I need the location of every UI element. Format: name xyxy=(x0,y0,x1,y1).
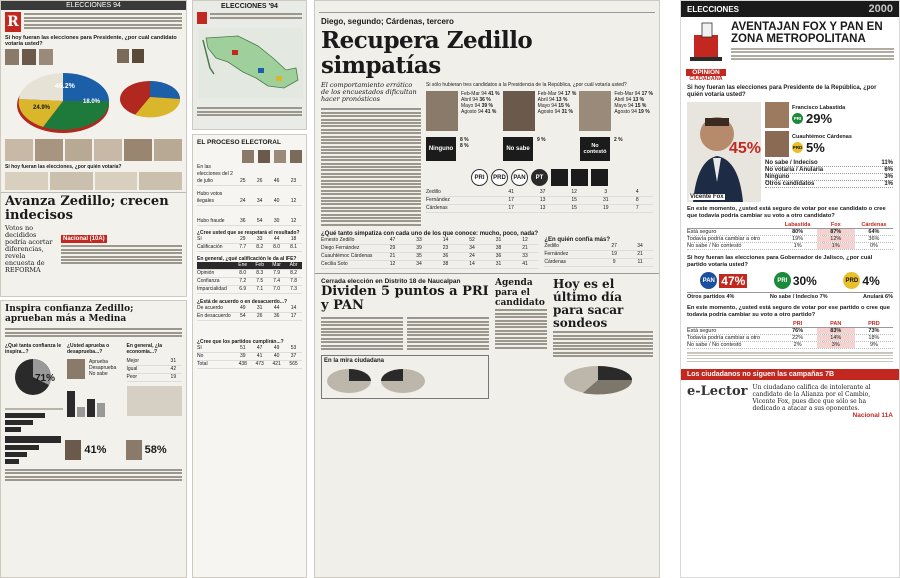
fox-name: Vicente Fox xyxy=(690,194,724,200)
question-1: Si hoy fueran las elecciones para Presidente de la República, ¿por quién votaría usted? xyxy=(687,85,877,98)
cardenas-name: Cuauhtémoc Cárdenas xyxy=(792,133,852,140)
big-percent: 71% xyxy=(35,372,56,384)
question-2: En este momento, ¿usted está seguro de votar por ese candidato o cree que todavía podría cambiar su voto a otro candidato? xyxy=(687,206,886,219)
pie-label-3: 24.9% xyxy=(33,105,51,111)
lector-text: Un ciudadano califica de intolerante al candidato de la Alianza por el Cambio, Vicente Fox, pues dice que sólo se ha dedicado a atacar a sus oponentes. xyxy=(752,383,871,412)
pie-label-1: 46.2% xyxy=(55,83,75,90)
box-ninguno: Ninguno xyxy=(426,137,456,161)
clipping-opinion-ciudadana: ELECCIONES 2000 OPINIÓN CIUDADANA AVENTAJAN FOX Y PAN EN ZONA METROPOLITANA Si hoy fueran las elecciones para Presidente de la República, ¿por quién votaría usted? 45% Vicente Fox Francisco Labastida PRI 29% Cuauhtémoc Cárdenas PRD 5% No sabe / Indeciso 11% No votaría / Anularía 6% Ninguno 3% Otros candidatos 1% En este momento, ¿usted está seguro de votar por ese candidato o cree que todavía podría cambiar su voto a otro candidato? Labastida Fox Cárdenas Está seguro 80% 87% 64% Todavía podría cambiar a otro 19% 12% 36% No sabe / No contestó 1% 1% 0% Si hoy fueran las elecciones para Gobernador de Jalisco, ¿por cuál partido votaría usted? PAN 47% PRI 30% PRD 4% Otros partidos 4% No sabe / Indeciso 7% Anulará 6% En este momento, ¿usted está seguro de votar por ese partido o cree que todavía podría cambiar su voto a otro partido? PRI PAN PRD Está seguro 76% 83% 73% Todavía podría cambiar a otro 22% 14% 18% No sabe / No contestó 2% 3% 9% Los ciudadanos no siguen las campañas 7B e-Lector Un ciudadano califica de intolerante al candidato de la Alianza por el Cambio, Vicente Fox, pues dice que sólo se ha dedicado a atacar a sus oponentes. Nacional 11A xyxy=(680,0,900,578)
sub-headline: Cerrada elección en Distrito 18 de Naucalpan xyxy=(321,278,461,286)
party-results xyxy=(687,272,893,289)
question-4: En este momento, ¿usted está seguro de votar por ese partido o cree que todavía podría cambiar su voto a otro partido? xyxy=(687,305,890,318)
fox-percent: 45% xyxy=(728,140,761,157)
question-confia: ¿En quién confía más? xyxy=(544,237,611,244)
headline: Recupera Zedillo simpatías xyxy=(321,27,533,79)
pie-label-2: 18.0% xyxy=(83,99,101,105)
banner: Los ciudadanos no siguen las campañas 7B xyxy=(681,369,899,380)
headline-4: Hoy es el último día para sacar sondeos xyxy=(553,277,624,331)
footer-tag: Nacional 11A xyxy=(852,411,893,419)
ballot-box-icon xyxy=(686,21,726,65)
title: EL PROCESO ELECTORAL xyxy=(197,139,281,146)
section-year: 2000 xyxy=(868,3,893,15)
pie-naucalpan-1 xyxy=(324,366,374,396)
section-tag: Nacional (10A) xyxy=(63,236,105,242)
pie-graphic xyxy=(5,49,182,137)
labastida-percent: 29% xyxy=(806,110,833,126)
other-row: Ninguno 3% xyxy=(765,174,893,180)
kicker: Diego, segundo; Cárdenas, tercero xyxy=(321,17,454,26)
headline: AVENTAJAN FOX Y PAN EN ZONA METROPOLITANA xyxy=(731,21,883,45)
percent-a: 41% xyxy=(84,443,107,456)
dropcap: R xyxy=(5,12,21,32)
table-certainty-party: PRI PAN PRD Está seguro 76% 83% 73% Todavía podría cambiar a otro 22% 14% 18% No sabe / No contestó 2% 3% 9% xyxy=(687,321,893,349)
masthead: ELECCIONES 94 xyxy=(1,1,186,10)
masthead: ELECCIONES '94 xyxy=(221,3,278,10)
badge-top: OPINIÓN xyxy=(686,69,726,76)
clipping-proceso-electoral: EL PROCESO ELECTORAL En las elecciones del 2 de julio 25 26 46 23 Hubo votos ilegales 24 34 40 12 Hubo fraude 36 54 30 12 ¿Cree usted que se respetará el resultado? Sí 29 33 44 18 Calificación 7.7 8.2 8.0 8.1 En general, ¿qué calificación le da al IFE? Ene Feb Mar Abr Opinión 8.0 8.3 7.9 8.2 Confianza 7.2 7.5 7.4 7.8 Imparcialidad 6.9 7.1 7.0 7.3 ¿Está de acuerdo o en desacuerdo...? De acuerdo 49 31 44 14 En desacuerdo 54 26 36 17 ¿Cree que los partidos cumplirán...? Sí 51 47 49 53 No 39 41 40 37 Total 438 473 421 565 xyxy=(192,134,307,578)
section-label: ELECCIONES xyxy=(687,4,740,14)
pan-percent: 47% xyxy=(721,273,746,288)
cardenas-percent: 5% xyxy=(806,139,825,155)
headline: Inspira confianza Zedillo; aprueban más a Medina xyxy=(5,304,134,324)
prd-logo-icon: PRD xyxy=(843,272,860,289)
pan-logo-icon: PAN xyxy=(700,272,717,289)
table-certainty-candidate: Labastida Fox Cárdenas Está seguro 80% 87% 64% Todavía podría cambiar a otro 19% 12% 36% No sabe / No contestó 1% 1% 0% xyxy=(687,222,893,250)
pri-percent: 30% xyxy=(792,273,817,288)
headline-2: Dividen 5 puntos a PRI y PAN xyxy=(321,284,489,314)
clipping-map xyxy=(192,0,307,130)
kicker: Votos no decididos podría acortar diferencias, revela encuesta de REFORMA xyxy=(5,224,53,274)
question-simpatia: ¿Qué tanto simpatiza con cada uno de los que conoce: mucho, poco, nada? xyxy=(321,231,539,238)
prd-percent: 4% xyxy=(862,273,880,288)
clipping-inspira-confianza: Inspira confianza Zedillo; aprueban más a Medina ¿Qué tanta confianza le inspira...? 71% ¿Usted aprueba o desaprueba...? Aprueba Desaprueba No sabe En general, ¿la economía...? Mejor 31 Igual 42 Peor 19 41% 58% xyxy=(0,300,187,578)
poll-question: Si hoy fueran las elecciones para Presidente, ¿por cuál candidato votaría usted? xyxy=(5,35,177,47)
clipping-recupera-zedillo: Diego, segundo; Cárdenas, tercero Recupera Zedillo simpatías El comportamiento errático de los encuestados dificultan hacer pronósticos Si sólo hubieran tres candidatos a la Presidencia de la República, ¿por cuál votaría usted? Feb-Mar 94 41 % Abril 94 36 % Mayo 94 39 % Agosto 94 41 % Feb-Mar 94 17 % Abril 94 13 % Mayo 94 15 % Agosto 94 31 % Feb-Mar 94 17 % Abril 94 13 % Mayo 94 15 % Agosto 94 19 % Ninguno 8 % 8 % No sabe 9 % No contestó 2 % PRI PRD PAN PT Zedillo 41 37 12 3 4 Fernández 17 13 15 31 8 Cárdenas 17 13 15 19 7 ¿Qué tanto simpatiza con cada uno de los que conoce: mucho, poco, nada? Ernesto Zedillo 47 33 14 52 31 12 Diego Fernández 29 39 23 34 38 21 Cuauhtémoc Cárdenas 21 35 36 24 36 33 Cecilia Soto 12 34 38 14 31 41 ¿En quién confía más? Zedillo 27 34 Fernández 19 21 Cárdenas 9 11 Cerrada elección en Distrito 18 de Naucalpan Dividen 5 puntos a PRI y PAN En la mira ciudadana Agenda para el candidato Hoy es el último día para sacar sondeos xyxy=(314,0,660,578)
headline: Avanza Zedillo; crecen indecisos xyxy=(1,192,186,225)
legend-box: En la mira ciudadana xyxy=(324,358,385,365)
headline-3: Agenda para el candidato xyxy=(495,278,545,309)
labastida-name: Francisco Labastida xyxy=(792,104,846,111)
mexico-map xyxy=(198,28,303,98)
question-3: Si hoy fueran las elecciones para Gobernador de Jalisco, ¿por cuál partido votaría usted? xyxy=(687,255,873,268)
pie-sondeos xyxy=(553,363,643,397)
badge-bottom: CIUDADANA xyxy=(689,76,723,82)
percent-b: 58% xyxy=(144,443,167,456)
opinion-badge xyxy=(686,21,726,82)
fox-portrait xyxy=(687,102,761,202)
lector-label: e-Lector xyxy=(687,383,748,399)
box-no-sabe: No sabe xyxy=(503,137,533,161)
other-row: Otros candidatos 1% xyxy=(765,181,893,187)
table-1: En las elecciones del 2 de julio 25 26 46 23 Hubo votos ilegales 24 34 40 12 Hubo fraude 36 54 30 12 xyxy=(197,166,302,226)
other-row: No sabe / Indeciso 11% xyxy=(765,160,893,166)
section-header xyxy=(681,1,899,17)
other-row: No votaría / Anularía 6% xyxy=(765,167,893,173)
pie-naucalpan-2 xyxy=(378,366,428,396)
clipping-reforma-avanza-zedillo: ELECCIONES 94 R Si hoy fueran las elecciones para Presidente, ¿por cuál candidato votaría usted? 46.2% 18.0% 24.9% Si hoy fueran las elecciones, ¿por quién votaría? Avanza Zedillo; crecen indecisos Votos no decididos podría acortar diferencias, revela encuesta de REFORMA Nacional (10A) xyxy=(0,0,187,297)
pri-logo-icon: PRI xyxy=(774,272,791,289)
box-no-contesto: No contestó xyxy=(580,137,610,161)
pie-chart-small xyxy=(115,69,185,129)
